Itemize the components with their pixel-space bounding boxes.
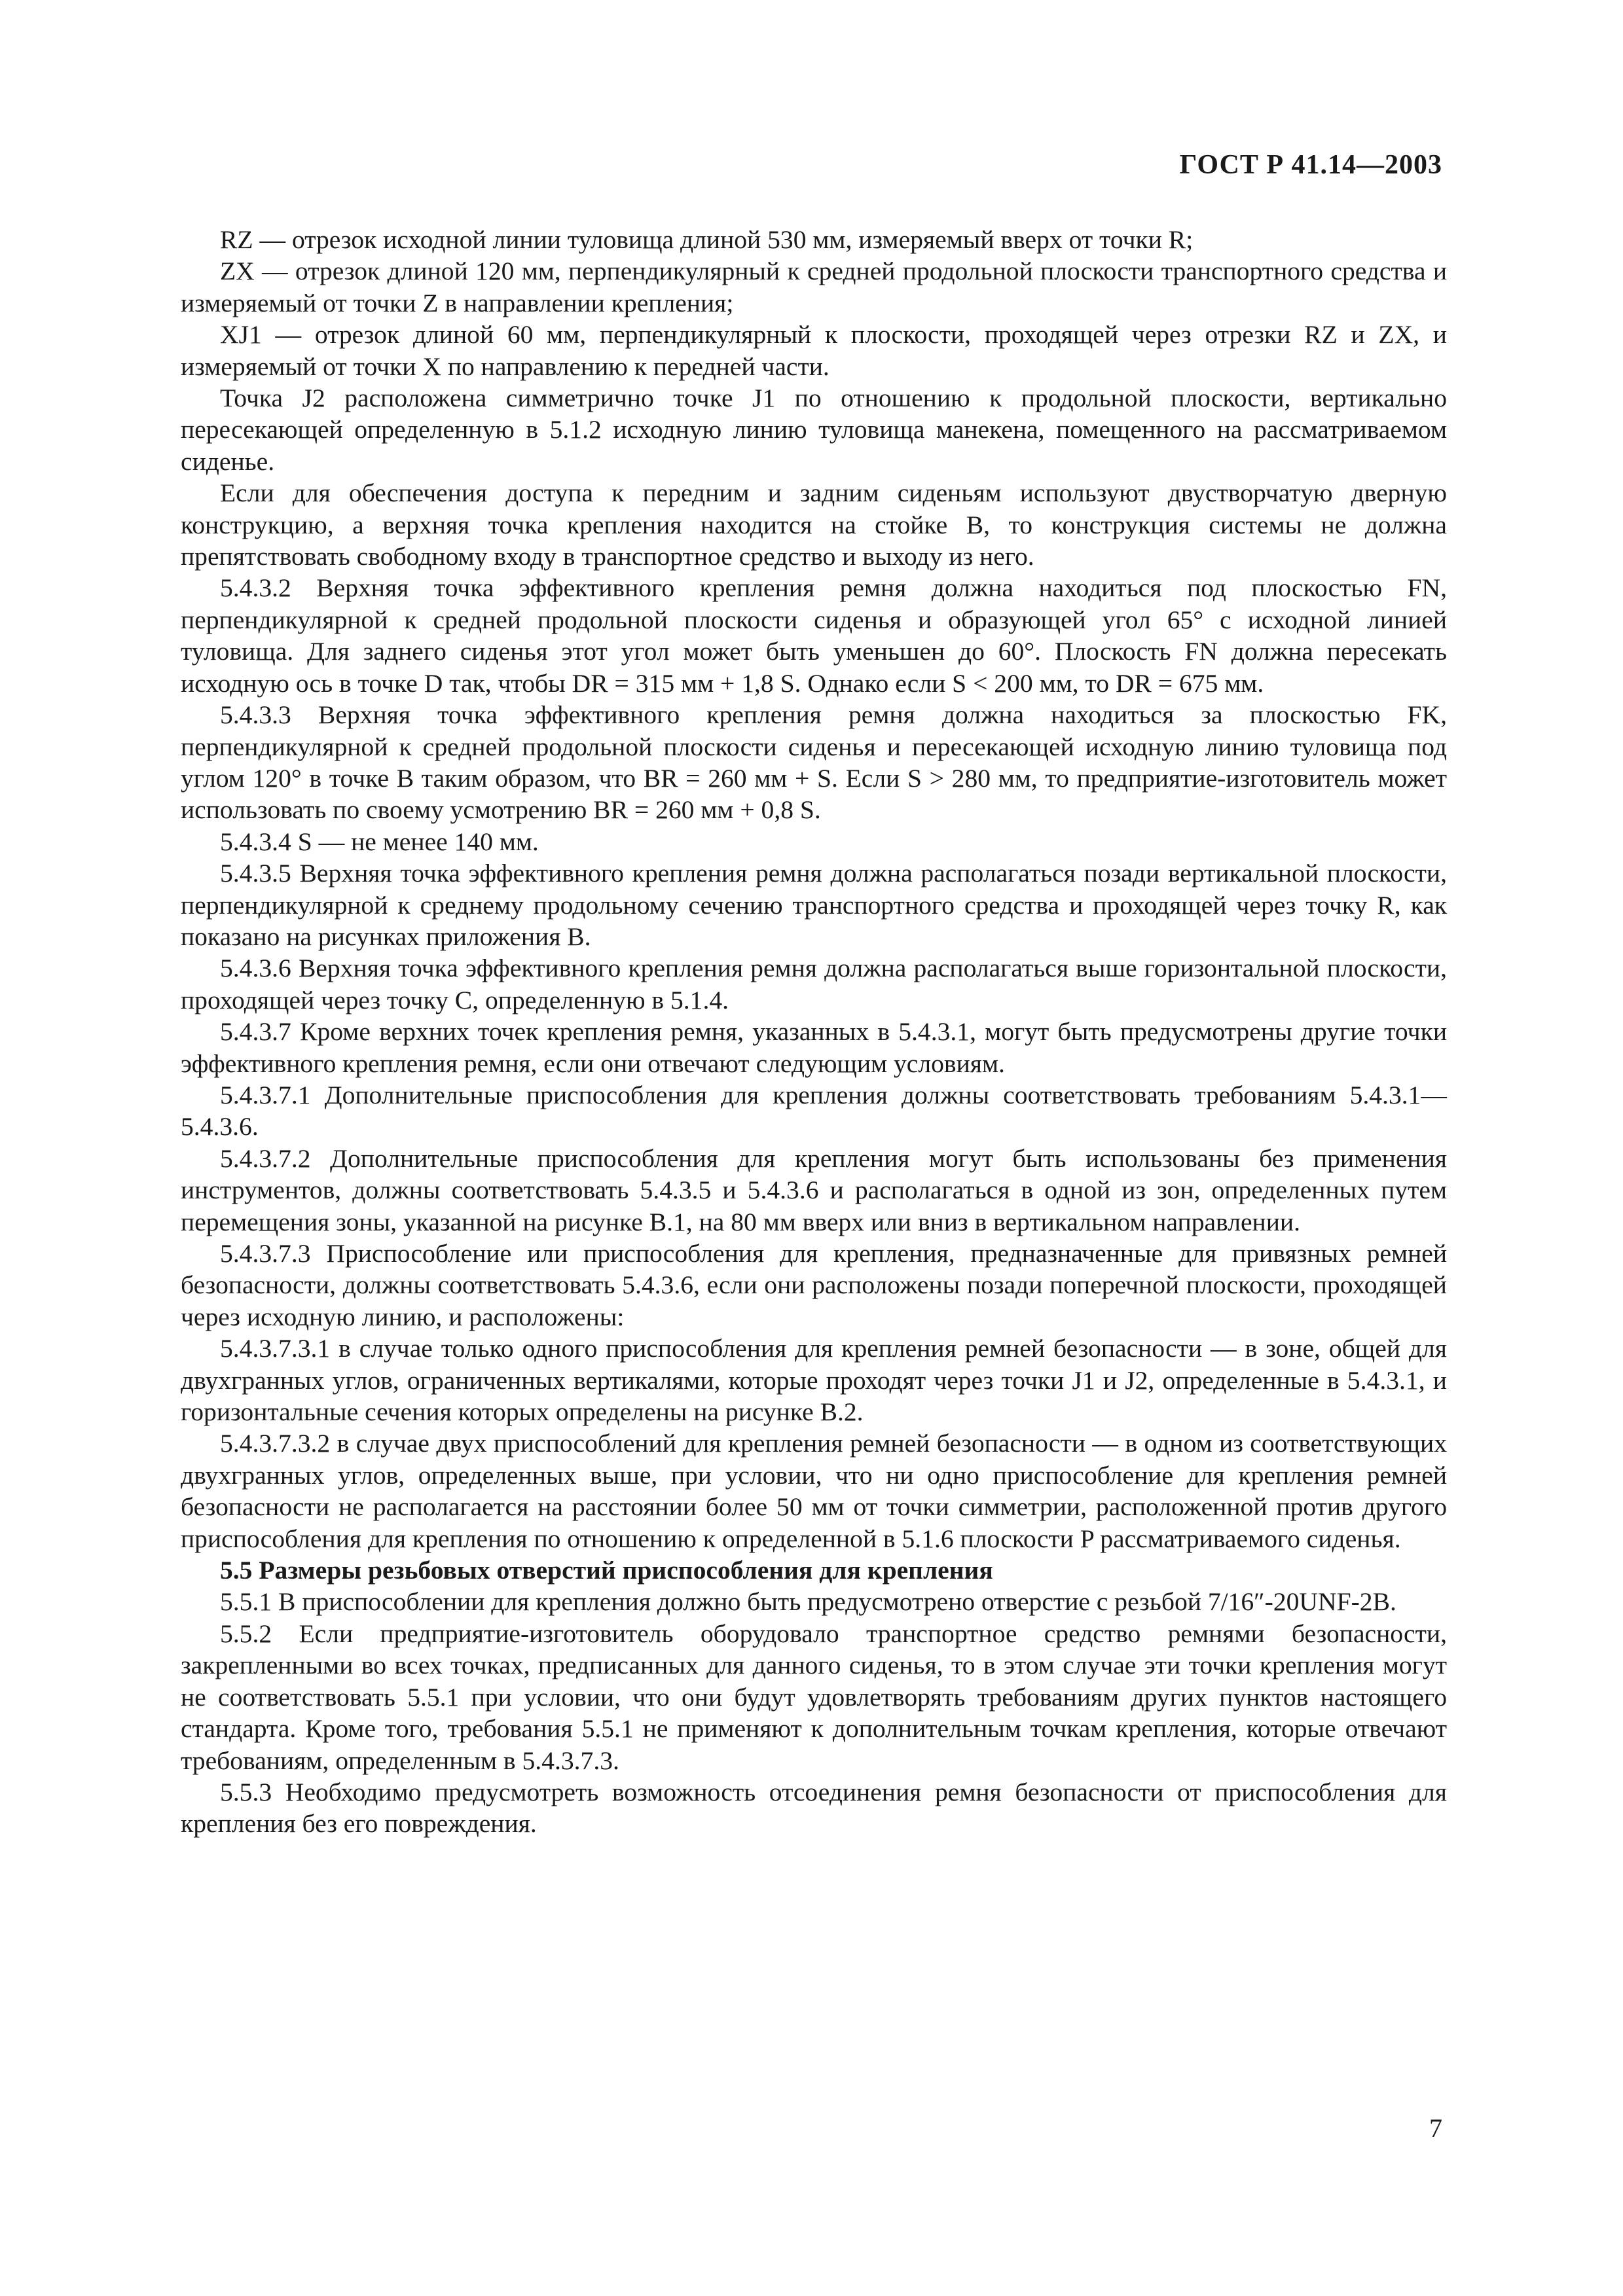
page-number: 7 <box>1429 2113 1442 2143</box>
paragraph-5-4-3-2: 5.4.3.2 Верхняя точка эффективного крепления ремня должна находиться под плоскостью FN, перпендикулярной к средней продольной плоскости сиденья и образующей угол 65° с исходной линией туловища. Для заднего сиденья этот угол может быть уменьшен до 60°. Плоскость FN должна пересекать исходную ось в точке D так, чтобы DR = 315 мм + 1,8 S. Однако если S < 200 мм, то DR = 675 мм. <box>181 573 1447 698</box>
paragraph-rz: RZ — отрезок исходной линии туловища длиной 530 мм, измеряемый вверх от точки R; <box>220 225 1194 254</box>
body-text <box>181 224 1447 1840</box>
paragraph-point-j2: Точка J2 расположена симметрично точке J1 по отношению к продольной плоскости, вертикально пересекающей определенную в 5.1.2 исходную линию туловища манекена, помещенного на рассматриваемом сиденье. <box>181 384 1447 476</box>
paragraph-door-construction: Если для обеспечения доступа к передним и задним сиденьям используют двустворчатую дверную конструкцию, а верхняя точка крепления находится на стойке В, то конструкция системы не должна препятствовать свободному входу в транспортное средство и выходу из него. <box>181 478 1447 571</box>
paragraph-5-4-3-7-2: 5.4.3.7.2 Дополнительные приспособления для крепления могут быть использованы без применения инструментов, должны соответствовать 5.4.3.5 и 5.4.3.6 и располагаться в одной из зон, определенных путем перемещения зоны, указанной на рисунке В.1, на 80 мм вверх или вниз в вертикальном направлении. <box>181 1143 1447 1236</box>
standard-header: ГОСТ Р 41.14—2003 <box>1179 150 1442 180</box>
paragraph-5-4-3-7-3-1: 5.4.3.7.3.1 в случае только одного приспособления для крепления ремней безопасности — в зоне, общей для двухгранных углов, ограниченных вертикалями, которые проходят через точки J1 и J2, определенные в 5.4.3.1, и горизонтальные сечения которых определены на рисунке В.2. <box>181 1334 1447 1427</box>
section-heading-5-5: 5.5 Размеры резьбовых отверстий приспособления для крепления <box>220 1556 993 1585</box>
paragraph-5-4-3-7-1: 5.4.3.7.1 Дополнительные приспособления для крепления должны соответствовать требованиям 5.4.3.1—5.4.3.6. <box>181 1080 1447 1141</box>
paragraph-5-4-3-7-3: 5.4.3.7.3 Приспособление или приспособления для крепления, предназначенные для привязных ремней безопасности, должны соответствовать 5.4.3.6, если они расположены позади поперечной плоскости, проходящей через исходную линию, и расположены: <box>181 1239 1447 1331</box>
paragraph-5-4-3-7-3-2: 5.4.3.7.3.2 в случае двух приспособлений для крепления ремней безопасности — в одном из соответствующих двухгранных углов, определенных выше, при условии, что ни одно приспособление для крепления ремней безопасности не располагается на расстоянии более 50 мм от точки симметрии, расположенной против другого приспособления для крепления по отношению к определенной в 5.1.6 плоскости P рассматриваемого сиденья. <box>181 1429 1447 1553</box>
paragraph-xj1: XJ1 — отрезок длиной 60 мм, перпендикулярный к плоскости, проходящей через отрезки RZ и ZX, и измеряемый от точки X по направлению к передней части. <box>181 320 1447 381</box>
paragraph-5-4-3-6: 5.4.3.6 Верхняя точка эффективного крепления ремня должна располагаться выше горизонтальной плоскости, проходящей через точку C, определенную в 5.1.4. <box>181 954 1447 1014</box>
paragraph-5-4-3-7: 5.4.3.7 Кроме верхних точек крепления ремня, указанных в 5.4.3.1, могут быть предусмотрены другие точки эффективного крепления ремня, если они отвечают следующим условиям. <box>181 1017 1447 1078</box>
paragraph-5-4-3-3: 5.4.3.3 Верхняя точка эффективного крепления ремня должна находиться за плоскостью FK, перпендикулярной к средней продольной плоскости сиденья и пересекающей исходную линию туловища под углом 120° в точке B таким образом, что BR = 260 мм + S. Если S > 280 мм, то предприятие-изготовитель может использовать по своему усмотрению BR = 260 мм + 0,8 S. <box>181 700 1447 825</box>
paragraph-5-5-1: 5.5.1 В приспособлении для крепления должно быть предусмотрено отверстие с резьбой 7/16″-20UNF-2B. <box>220 1587 1396 1617</box>
paragraph-5-4-3-4: 5.4.3.4 S — не менее 140 мм. <box>220 827 539 856</box>
paragraph-5-5-2: 5.5.2 Если предприятие-изготовитель оборудовало транспортное средство ремнями безопасности, закрепленными во всех точках, предписанных для данного сиденья, то в этом случае эти точки крепления могут не соответствовать 5.5.1 при условии, что они будут удовлетворять требованиям других пунктов настоящего стандарта. Кроме того, требования 5.5.1 не применяют к дополнительным точкам крепления, которые отвечают требованиям, определенным в 5.4.3.7.3. <box>181 1619 1447 1775</box>
paragraph-5-4-3-5: 5.4.3.5 Верхняя точка эффективного крепления ремня должна располагаться позади вертикальной плоскости, перпендикулярной к среднему продольному сечению транспортного средства и проходящей через точку R, как показано на рисунках приложения В. <box>181 859 1447 951</box>
paragraph-zx: ZX — отрезок длиной 120 мм, перпендикулярный к средней продольной плоскости транспортного средства и измеряемый от точки Z в направлении крепления; <box>181 257 1447 317</box>
paragraph-5-5-3: 5.5.3 Необходимо предусмотреть возможность отсоединения ремня безопасности от приспособления для крепления без его повреждения. <box>181 1777 1447 1839</box>
